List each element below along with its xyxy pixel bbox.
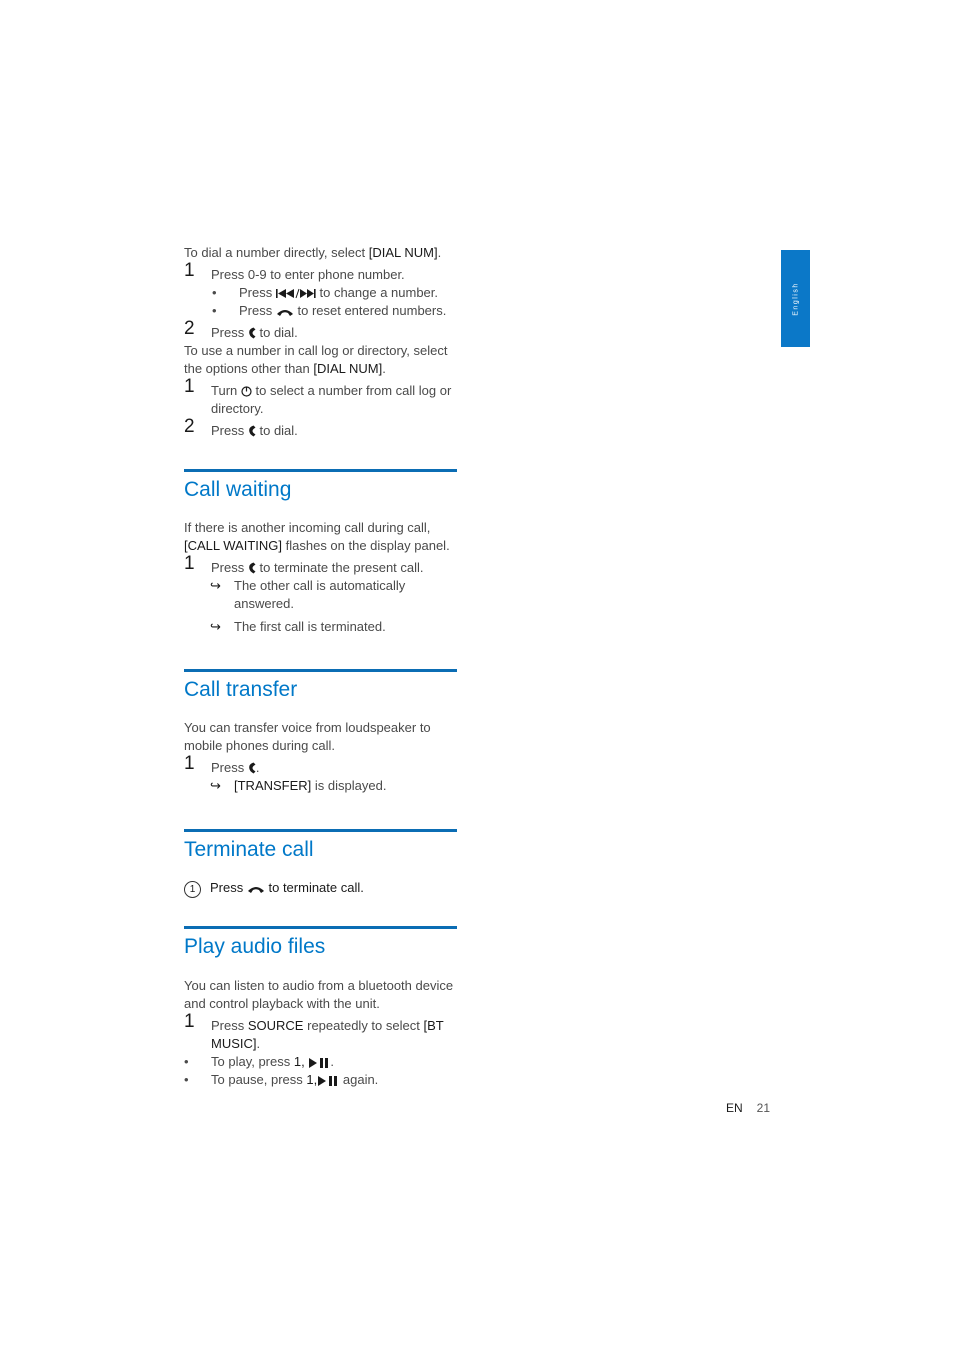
call-waiting-heading: Call waiting (184, 469, 457, 503)
terminate-call-heading: Terminate call (184, 829, 457, 863)
call-transfer-heading: Call transfer (184, 669, 457, 703)
page-footer (726, 1101, 770, 1115)
call-transfer-result: ↪ [TRANSFER] is displayed. (210, 778, 387, 793)
call-waiting-step-1: 1 Press to terminate the present call. (184, 553, 424, 575)
call-icon (248, 562, 256, 574)
dial-num-label: [DIAL NUM] (368, 245, 438, 260)
result-arrow-icon: ↪ (210, 578, 221, 593)
call-waiting-result-1: ↪ The other call is automatically answered. (210, 578, 406, 611)
intro-step-1: 1 Press 0-9 to enter phone number. (184, 260, 405, 282)
intro-bullet-2: • Press to reset entered numbers. (212, 303, 447, 318)
end-call-icon (247, 884, 265, 894)
play-audio-bullet-1: • To play, press 1, . (184, 1054, 334, 1069)
language-tab (781, 250, 810, 347)
step-number: 1 (184, 553, 195, 574)
circled-number: 1 (184, 881, 201, 898)
play-pause-icon (308, 1058, 330, 1068)
intro-dial-direct: To dial a number directly, select [DIAL NUM]. (184, 245, 442, 260)
call-waiting-result-2: ↪ The first call is terminated. (210, 619, 386, 634)
page-number: 21 (756, 1101, 771, 1115)
intro-bullet-1: • Press to change a number. (212, 285, 439, 300)
call-transfer-text: You can transfer voice from loudspeaker to mobile phones during call. (184, 720, 431, 753)
call-icon (248, 762, 256, 774)
content-column (184, 244, 457, 1089)
step-number: 1 (184, 753, 195, 774)
language-tab-label: English (792, 281, 799, 316)
step-number: 1 (184, 260, 195, 281)
call-waiting-text: If there is another incoming call during call, [CALL WAITING] flashes on the display panel. (184, 520, 450, 553)
call-transfer-step-1: 1 Press . (184, 753, 260, 775)
call-icon (248, 425, 256, 437)
play-audio-heading: Play audio files (184, 926, 457, 960)
intro-step-3: 1 Turn to select a number from call log or directory. (184, 376, 452, 416)
intro-step-4: 2 Press to dial. (184, 416, 298, 438)
result-arrow-icon: ↪ (210, 778, 221, 793)
intro-step-2: 2 Press to dial. (184, 318, 298, 340)
intro-log-text: To use a number in call log or directory, select the options other than [DIAL NUM]. (184, 343, 448, 376)
play-pause-icon (317, 1076, 339, 1086)
play-audio-text: You can listen to audio from a bluetooth device and control playback with the unit. (184, 978, 454, 1011)
end-call-icon (276, 307, 294, 317)
call-icon (248, 327, 256, 339)
footer-language: EN (726, 1101, 743, 1115)
result-arrow-icon: ↪ (210, 619, 221, 634)
terminate-call-step: 1 Press to terminate call. (184, 879, 457, 898)
prev-next-icon (276, 288, 316, 299)
step-number: 2 (184, 416, 195, 437)
step-number: 1 (184, 376, 195, 397)
step-number: 2 (184, 318, 195, 339)
dial-knob-icon (241, 386, 252, 397)
play-audio-step-1: 1 Press SOURCE repeatedly to select [BT MUSIC]. (184, 1011, 444, 1051)
step-number: 1 (184, 1011, 195, 1032)
play-audio-bullet-2: • To pause, press 1, again. (184, 1072, 379, 1087)
